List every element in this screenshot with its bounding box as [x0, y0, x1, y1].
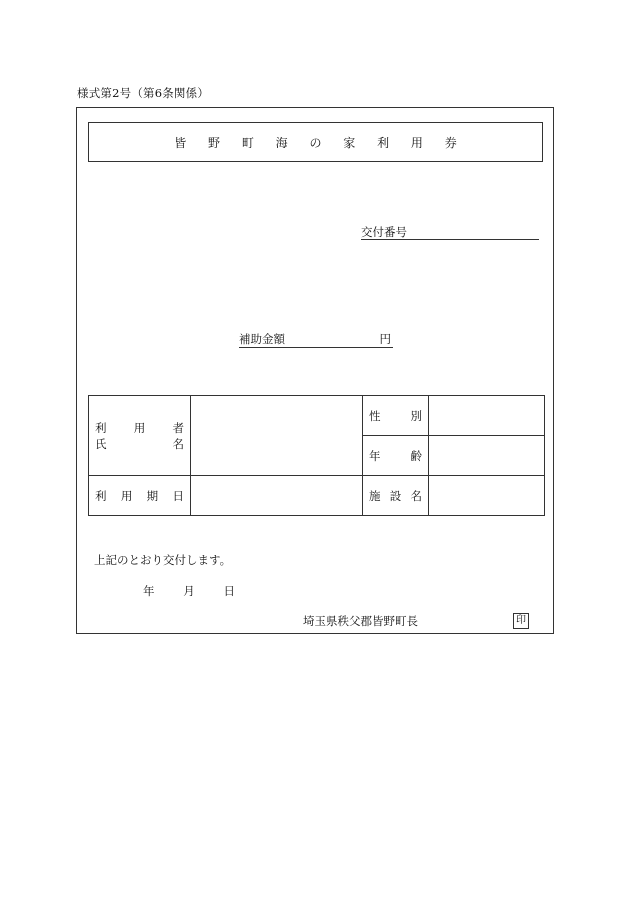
- label-char: 用: [133, 420, 146, 435]
- label-char: 名: [410, 488, 422, 503]
- yen-unit: 円: [379, 332, 391, 346]
- label-char: 利: [95, 488, 107, 503]
- label-char: 年: [369, 448, 381, 463]
- label-char: 齢: [410, 448, 422, 463]
- sex-input-cell[interactable]: [429, 396, 545, 436]
- subsidy-amount-label: 補助金額: [239, 332, 285, 346]
- label-char: 日: [172, 488, 184, 503]
- year-label: 年: [143, 584, 155, 598]
- subsidy-amount-field[interactable]: [239, 331, 393, 348]
- serial-number-label: 交付番号: [361, 225, 407, 239]
- form-number-label: 様式第2号（第6条関係）: [77, 86, 210, 100]
- user-name-label-cell: [89, 396, 191, 476]
- label-char: 期: [146, 488, 159, 503]
- label-char: 者: [172, 420, 184, 435]
- label-char: 別: [410, 408, 422, 423]
- facility-input-cell[interactable]: [429, 476, 545, 516]
- issue-date-field[interactable]: [143, 583, 235, 599]
- issue-statement: 上記のとおり交付します。: [94, 553, 232, 567]
- label-char: 性: [369, 408, 381, 423]
- use-period-input-cell[interactable]: [191, 476, 363, 516]
- seal-stamp: 印: [513, 613, 529, 629]
- label-char: 名: [172, 436, 184, 451]
- user-info-table: [88, 395, 545, 516]
- ticket-title: 皆 野 町 海 の 家 利 用 券: [174, 135, 466, 150]
- label-char: 施: [369, 488, 381, 503]
- facility-label-cell: [363, 476, 429, 516]
- sex-label-cell: [363, 396, 429, 436]
- use-period-label-cell: [89, 476, 191, 516]
- day-label: 日: [223, 584, 235, 598]
- issuer-name: 埼玉県秩父郡皆野町長: [303, 614, 418, 628]
- label-char: 用: [120, 488, 133, 503]
- age-input-cell[interactable]: [429, 436, 545, 476]
- serial-number-field[interactable]: [361, 224, 539, 240]
- ticket-title-box: [88, 122, 543, 162]
- user-name-input-cell[interactable]: [191, 396, 363, 476]
- label-char: 氏: [95, 436, 107, 451]
- label-char: 設: [389, 488, 402, 503]
- month-label: 月: [183, 584, 195, 598]
- label-char: 利: [95, 420, 107, 435]
- age-label-cell: [363, 436, 429, 476]
